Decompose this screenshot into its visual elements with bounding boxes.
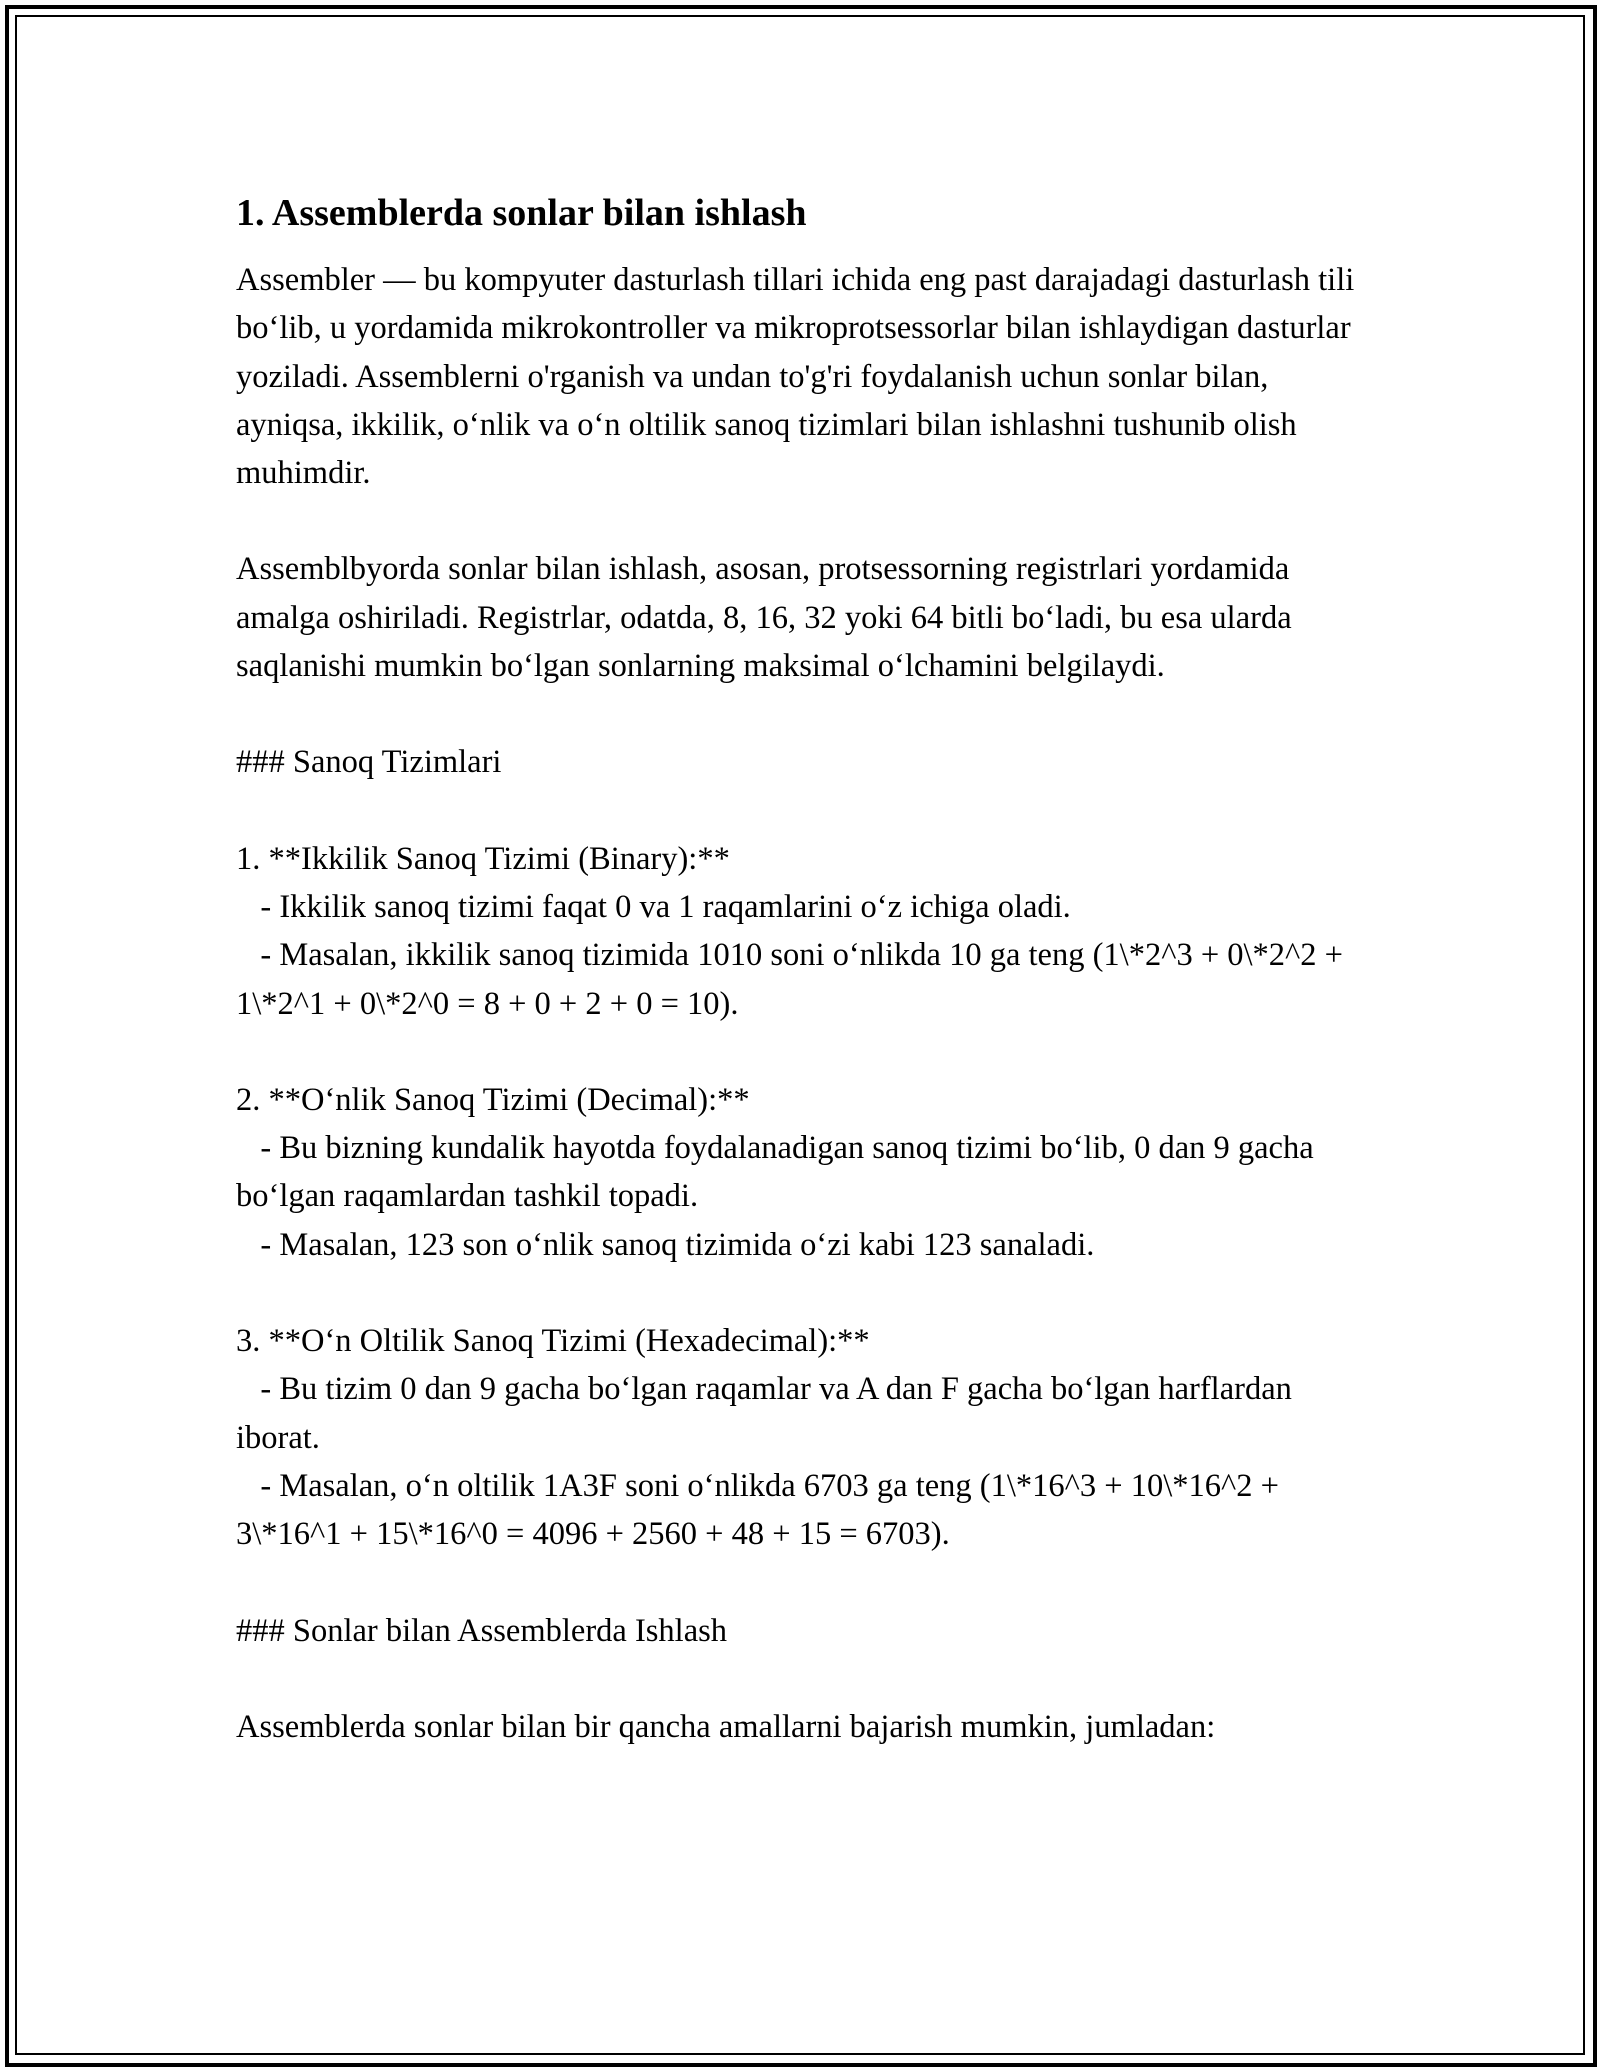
paragraph-gap [236, 1028, 1366, 1076]
hexadecimal-list-item: 3. **O‘n Oltilik Sanoq Tizimi (Hexadecimal):** - Bu tizim 0 dan 9 gacha bo‘lgan raqamlar va A dan F gacha bo‘lgan harflardan iborat. - Masalan, o‘n oltilik 1A3F soni o‘nlikda 6703 ga teng (1\*16^3 + 10\*16^2 + 3\*16^1 + 15\*16^0 = 4096 + 2560 + 48 + 15 = 6703). [236, 1323, 1292, 1553]
registers-paragraph: Assemblbyorda sonlar bilan ishlash, asosan, protsessorning registrlari yordamida amalga oshiriladi. Registrlar, odatda, 8, 16, 32 yoki 64 bitli bo‘ladi, bu esa ularda saqlanishi mumkin bo‘lgan sonlarning maksimal o‘lchamini belgilaydi. [236, 551, 1300, 685]
section-heading-assemblerda-ishlash: ### Sonlar bilan Assemblerda Ishlash [236, 1612, 728, 1649]
section-heading-sanoq-tizimlari: ### Sanoq Tizimlari [236, 744, 502, 781]
paragraph-gap [236, 1269, 1366, 1317]
document-heading: 1. Assemblerda sonlar bilan ishlash [236, 192, 807, 234]
paragraph-gap [236, 787, 1366, 835]
document-body [236, 186, 1366, 1751]
intro-paragraph: Assembler — bu kompyuter dasturlash tillari ichida eng past darajadagi dasturlash tili bo‘lib, u yordamida mikrokontroller va mikroprotsessorlar bilan ishlaydigan dasturlar yoziladi. Assemblerni o'rganish va undan to'g'ri foydalanish uchun sonlar bilan, ayniqsa, ikkilik, o‘nlik va o‘n oltilik sanoq tizimlari bilan ishlashni tushunib olish muhimdir. [236, 262, 1363, 492]
binary-list-item: 1. **Ikkilik Sanoq Tizimi (Binary):** - Ikkilik sanoq tizimi faqat 0 va 1 raqamlarini o‘z ichiga oladi. - Masalan, ikkilik sanoq tizimida 1010 soni o‘nlikda 10 ga teng (1\*2^3 + 0\*2^2 + 1\*2^1 + 0\*2^0 = 8 + 0 + 2 + 0 = 10). [236, 840, 1344, 1022]
paragraph-gap [236, 1655, 1366, 1703]
paragraph-gap [236, 1559, 1366, 1607]
paragraph-gap [236, 497, 1366, 545]
decimal-list-item: 2. **O‘nlik Sanoq Tizimi (Decimal):** - Bu bizning kundalik hayotda foydalanadigan sanoq tizimi bo‘lib, 0 dan 9 gacha bo‘lgan raqamlardan tashkil topadi. - Masalan, 123 son o‘nlik sanoq tizimida o‘zi kabi 123 sanaladi. [236, 1081, 1314, 1263]
operations-intro-paragraph: Assemblerda sonlar bilan bir qancha amallarni bajarish mumkin, jumladan: [236, 1708, 1216, 1745]
paragraph-gap [236, 690, 1366, 738]
